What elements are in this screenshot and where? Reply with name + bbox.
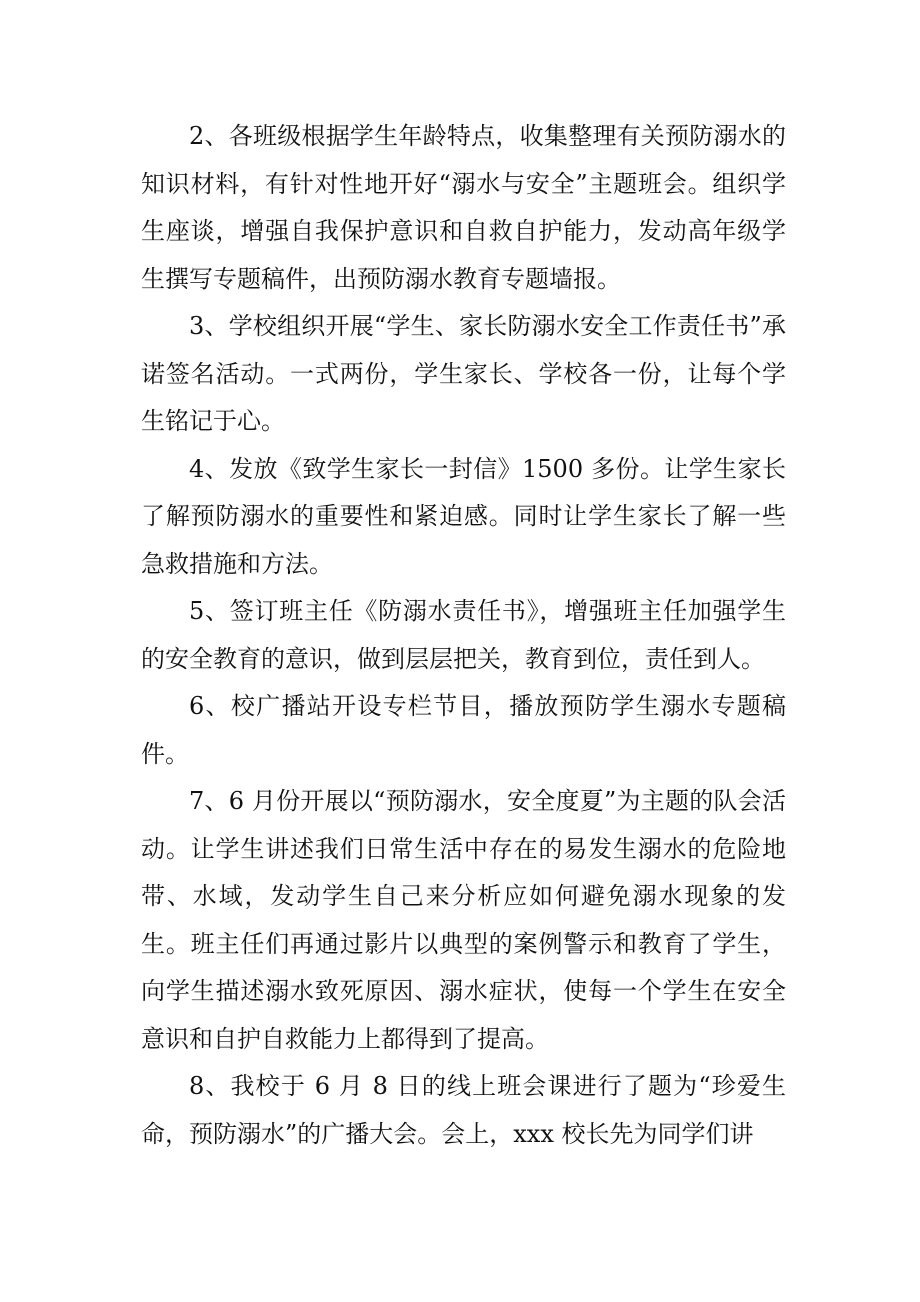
paragraph-item-8: 8、我校于 6 月 8 日的线上班会课进行了题为“珍爱生命，预防溺水”的广播大会。会上，xxx 校长先为同学们讲 <box>141 1072 786 1148</box>
paragraph-item-5: 5、签订班主任《防溺水责任书》，增强班主任加强学生的安全教育的意识，做到层层把关，教育到位，责任到人。 <box>141 597 786 673</box>
paragraph-item-6: 6、校广播站开设专栏节目，播放预防学生溺水专题稿件。 <box>141 692 786 768</box>
document-body <box>141 113 786 1158</box>
paragraph-item-4: 4、发放《致学生家长一封信》1500 多份。让学生家长了解预防溺水的重要性和紧迫感。同时让学生家长了解一些急救措施和方法。 <box>141 454 786 578</box>
paragraph-item-2: 2、各班级根据学生年龄特点，收集整理有关预防溺水的知识材料，有针对性地开好“溺水与安全”主题班会。组织学生座谈，增强自我保护意识和自救自护能力，发动高年级学生撰写专题稿件，出预防溺水教育专题墙报。 <box>141 122 786 293</box>
paragraph-item-7: 7、6 月份开展以“预防溺水，安全度夏”为主题的队会活动。让学生讲述我们日常生活中存在的易发生溺水的危险地带、水域，发动学生自己来分析应如何避免溺水现象的发生。班主任们再通过影片以典型的案例警示和教育了学生，向学生描述溺水致死原因、溺水症状，使每一个学生在安全意识和自护自救能力上都得到了提高。 <box>141 787 786 1053</box>
paragraph-item-3: 3、学校组织开展“学生、家长防溺水安全工作责任书”承诺签名活动。一式两份，学生家长、学校各一份，让每个学生铭记于心。 <box>141 312 786 435</box>
